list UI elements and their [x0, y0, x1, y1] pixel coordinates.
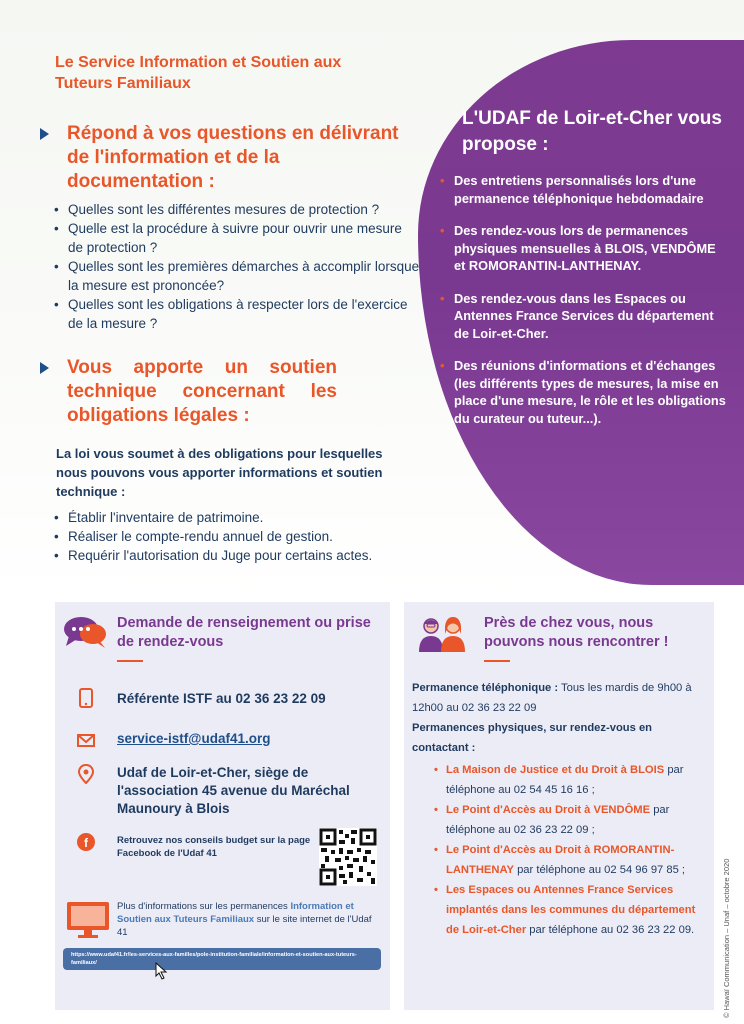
list-item: • Quelles sont les différentes mesures de protection ?: [54, 200, 420, 219]
law-text: La loi vous soumet à des obligations pour lesquelles nous pouvons vous apporter informations et soutien technique :: [56, 446, 383, 499]
phone-icon: [77, 688, 95, 708]
blob-title: L'UDAF de Loir-et-Cher vous propose :: [462, 108, 722, 155]
referent-line: [117, 690, 326, 708]
list-item: • Quelle est la procédure à suivre pour ouvrir une mesure de protection ?: [54, 219, 420, 257]
list-item: • Réaliser le compte-rendu annuel de gestion.: [54, 527, 420, 546]
title-rule: [117, 660, 143, 662]
place-detail: par téléphone au 02 36 23 22 09 ;: [446, 804, 670, 836]
monitor-icon: [65, 900, 111, 940]
mail-icon: [77, 730, 95, 750]
info-highlight[interactable]: Information et Soutien aux Tuteurs Familiaux: [117, 901, 354, 925]
info-prefix: Plus d'informations sur les permanences: [117, 901, 288, 912]
referent-label: Référente ISTF au: [117, 691, 232, 706]
phone-permanence: [412, 678, 704, 718]
question-list: [54, 200, 420, 333]
credit: © Hawaï Communication – Unaf – octobre 2020: [722, 858, 731, 1018]
address: Udaf de Loir-et-Cher, siège de l'association 45 avenue du Maréchal Maunoury à Blois: [117, 765, 350, 816]
svg-text:f: f: [84, 836, 88, 850]
section-support: [40, 356, 420, 428]
list-item: [434, 760, 704, 800]
section-information-heading: Répond à vos questions en délivrant de l'information et de la documentation :: [67, 123, 399, 192]
list-item: • Des rendez-vous lors de permanences physiques mensuelles à BLOIS, VENDÔME et ROMORANTIN-LANTHENAY.: [440, 222, 730, 275]
meet-panel: [404, 602, 714, 1010]
intro-title: Le Service Information et Soutien aux Tuteurs Familiaux: [55, 54, 342, 92]
phone-permanence-label: Permanence téléphonique :: [412, 682, 559, 694]
meet-panel-body: [412, 678, 704, 940]
list-item: [434, 800, 704, 840]
list-item: • Requérir l'autorisation du Juge pour certains actes.: [54, 546, 420, 565]
url-link[interactable]: https://www.udaf41.fr/les-services-aux-familles/pole-institution-familiale/information-et-soutien-aux-tuteurs-familiaux/: [63, 948, 381, 970]
section-support-heading: Vous apporte un soutien technique concernant les obligations légales :: [67, 357, 337, 426]
list-item: • Des rendez-vous dans les Espaces ou Antennes France Services du département de Loir-et-Cher.: [440, 290, 730, 343]
info-suffix: sur le site internet de l'Udaf 41: [117, 914, 372, 938]
title-rule: [484, 660, 510, 662]
place-name: Le Point d'Accès au Droit à VENDÔME: [446, 804, 651, 816]
list-item: • Établir l'inventaire de patrimoine.: [54, 508, 420, 527]
cursor-icon: [155, 962, 169, 980]
triangle-bullet-icon: [40, 362, 49, 374]
place-name: Le Point d'Accès au Droit à ROMORANTIN-LANTHENAY: [446, 844, 675, 876]
location-pin-icon: [77, 764, 95, 784]
list-item: • Quelles sont les obligations à respecter lors de l'exercice de la mesure ?: [54, 295, 420, 333]
list-item: • Des entretiens personnalisés lors d'une permanence téléphonique hebdomadaire: [440, 172, 730, 207]
physical-permanence-label: Permanences physiques, sur rendez-vous en contactant :: [412, 722, 652, 754]
offer-list: [440, 172, 730, 442]
section-information: [40, 122, 420, 333]
email-link[interactable]: service-istf@udaf41.org: [117, 731, 271, 746]
triangle-bullet-icon: [40, 128, 49, 140]
facebook-icon[interactable]: [77, 832, 95, 852]
place-detail: par téléphone au 02 36 23 22 09.: [529, 924, 695, 936]
obligation-list: [54, 508, 420, 565]
place-detail: par téléphone au 02 54 45 16 16 ;: [446, 764, 684, 796]
list-item: [434, 840, 704, 880]
phone-permanence-text: Tous les mardis de 9h00 à 12h00 au 02 36 23 22 09: [412, 682, 692, 714]
place-name: Les Espaces ou Antennes France Services implantés dans les communes du département de Loir-et-Cher: [446, 884, 696, 936]
qr-code-icon: [319, 828, 377, 886]
contact-panel: [55, 602, 390, 1010]
facebook-text: Retrouvez nos conseils budget sur la page Facebook de l'Udaf 41: [117, 835, 311, 859]
meet-panel-title: Près de chez vous, nous pouvons nous rencontrer !: [484, 615, 669, 650]
contact-panel-title: Demande de renseignement ou prise de rendez-vous: [117, 615, 371, 650]
physical-permanence: [412, 718, 704, 758]
list-item: • Quelles sont les premières démarches à accomplir lorsque la mesure est prononcée?: [54, 257, 420, 295]
list-item: [434, 880, 704, 940]
places-list: [434, 760, 704, 940]
place-name: La Maison de Justice et du Droit à BLOIS: [446, 764, 665, 776]
referent-phone: 02 36 23 22 09: [235, 691, 326, 706]
obligations: [40, 500, 420, 565]
list-item: • Des réunions d'informations et d'échanges (les différents types de mesures, la mise en place d'une mesure, le rôle et les obligations du curateur ou tuteur...).: [440, 357, 730, 427]
place-detail: par téléphone au 02 54 96 97 85 ;: [517, 864, 686, 876]
info-text: [117, 900, 382, 939]
chat-bubbles-icon: [63, 614, 107, 650]
email-line: [117, 730, 270, 748]
people-icon: [416, 614, 468, 654]
